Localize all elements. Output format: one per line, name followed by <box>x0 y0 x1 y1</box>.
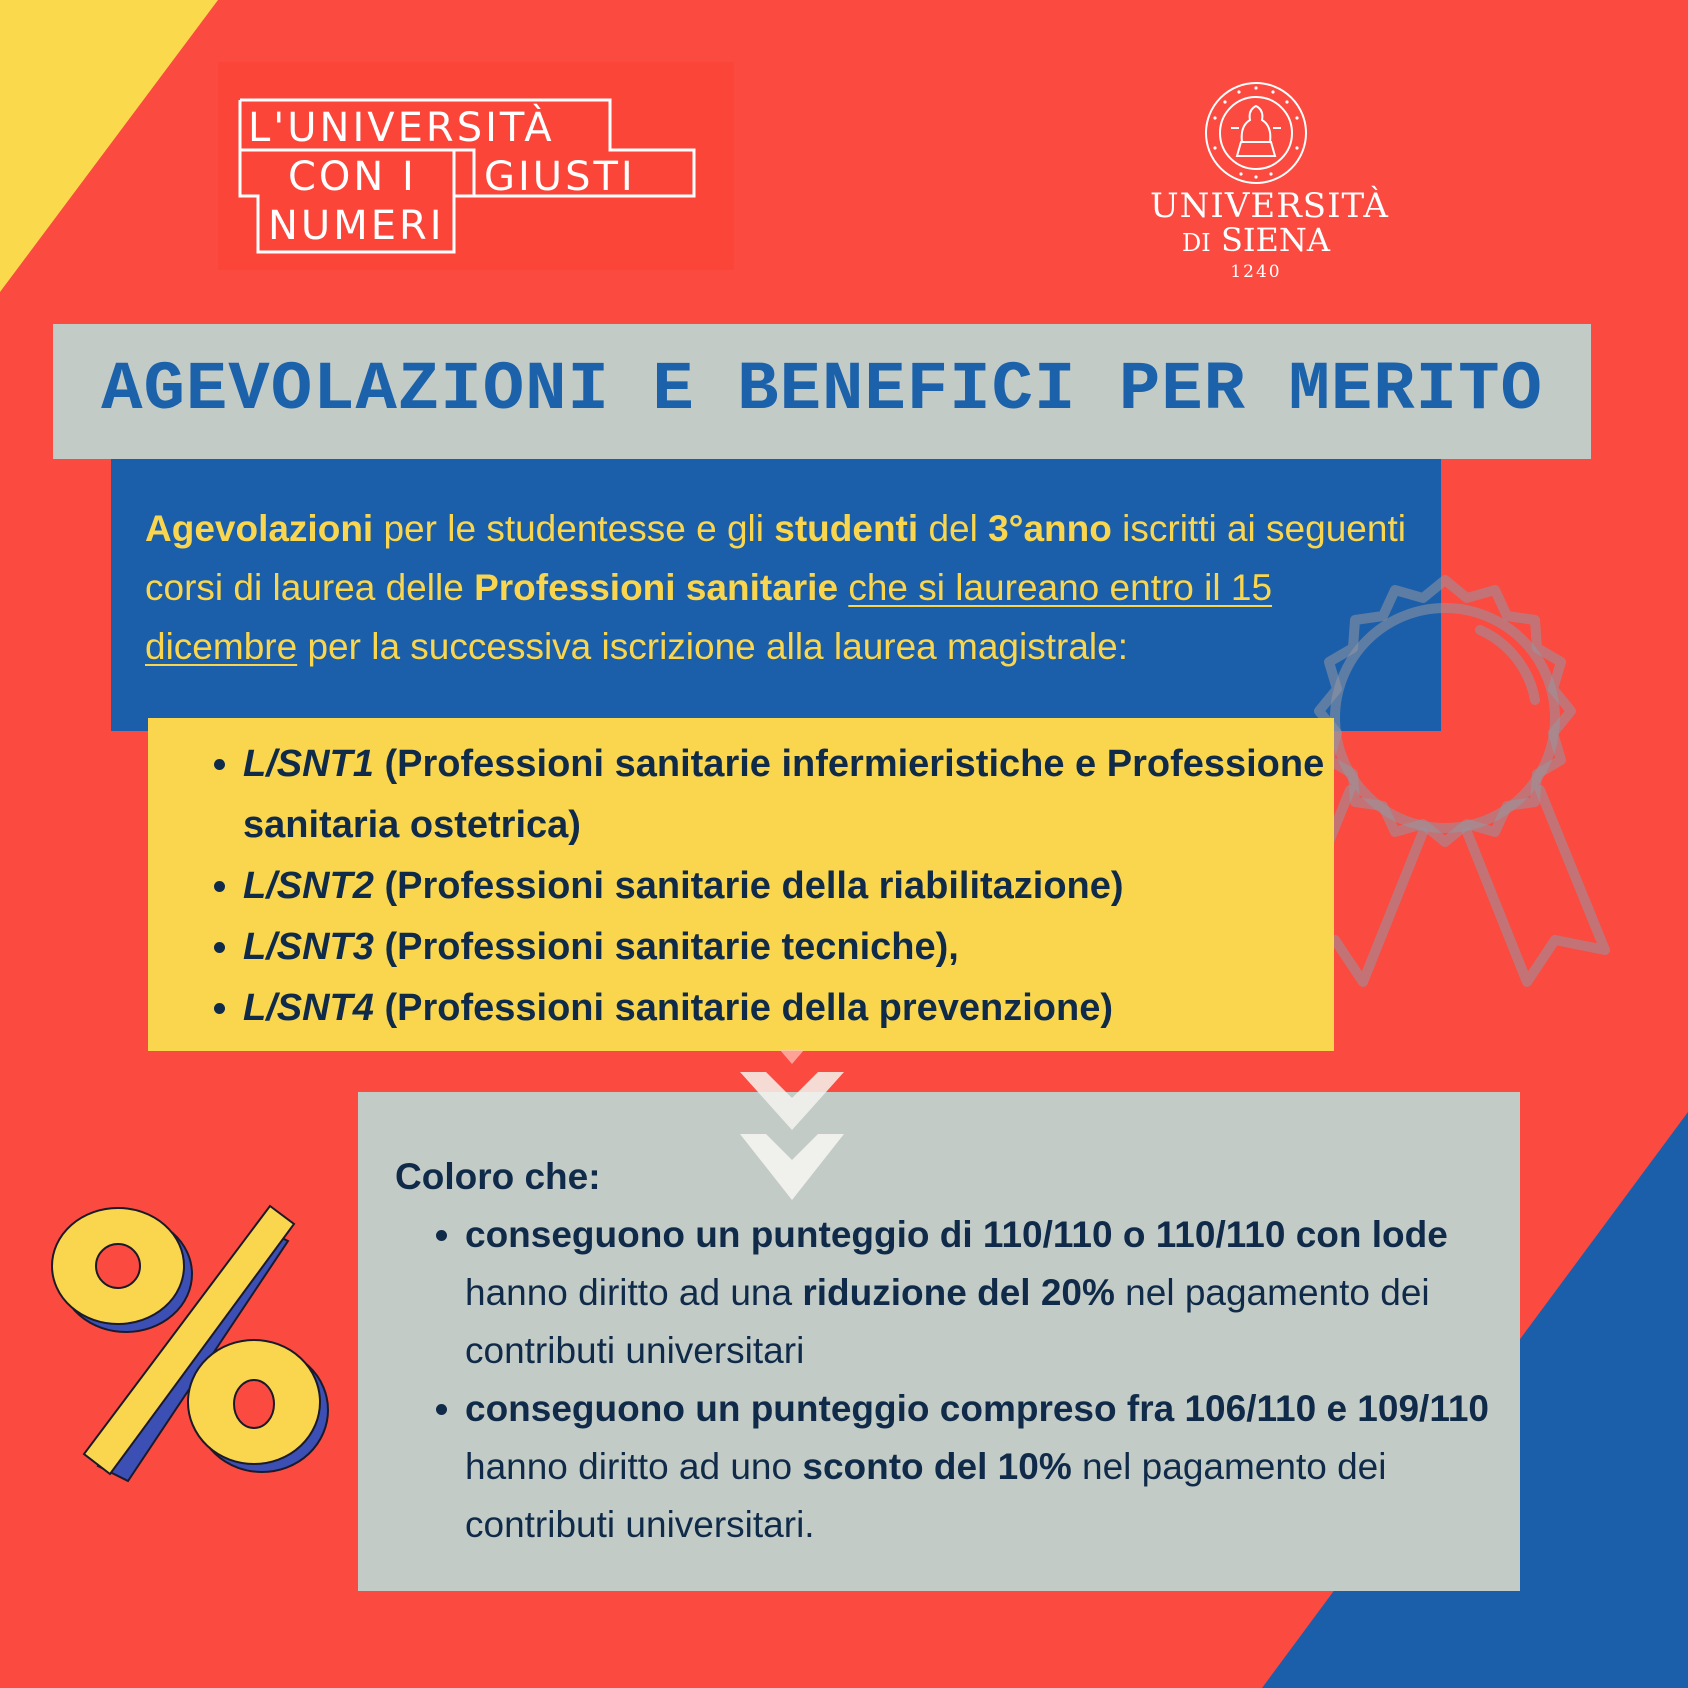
course-item <box>243 856 1363 917</box>
merit-tail: nel pagamento dei contributi universitari <box>465 1272 1430 1371</box>
corner-yellow-triangle <box>0 0 218 292</box>
merit-condition: conseguono un punteggio di 110/110 o 110/110 con lode <box>465 1214 1448 1255</box>
intro-professioni: Professioni sanitarie <box>474 567 839 608</box>
university-city-name: SIENA <box>1220 221 1330 259</box>
course-code: L/SNT2 <box>243 865 374 907</box>
course-description: (Professioni sanitarie tecniche), <box>373 926 959 968</box>
merit-list <box>418 1206 1535 1554</box>
intro-segment: per le studentesse e gli <box>373 508 775 549</box>
merit-mid: hanno diritto ad uno <box>465 1446 803 1487</box>
intro-deadline: che si laureano entro il 15 dicembre <box>145 567 1273 667</box>
university-seal-icon <box>1201 78 1311 188</box>
campaign-logo-line2b: GIUSTI <box>484 154 636 200</box>
percent-icon <box>48 1196 338 1486</box>
university-logo <box>1150 78 1389 288</box>
intro-agevolazioni: Agevolazioni <box>145 508 374 549</box>
merit-item <box>465 1380 1535 1554</box>
intro-text <box>145 499 1425 676</box>
page-title: AGEVOLAZIONI E BENEFICI PER MERITO <box>101 351 1543 429</box>
course-code: L/SNT3 <box>243 926 374 968</box>
merit-benefit: sconto del 10% <box>802 1446 1072 1487</box>
university-di: DI <box>1182 229 1211 257</box>
merit-mid: hanno diritto ad una <box>465 1272 803 1313</box>
course-item <box>243 917 1363 978</box>
intro-segment: del <box>918 508 989 549</box>
intro-segment: per la successiva iscrizione alla laurea magistrale: <box>297 626 1128 667</box>
campaign-logo-line2a: CON I <box>288 154 417 200</box>
university-city <box>1150 221 1362 259</box>
course-code: L/SNT1 <box>243 743 374 785</box>
course-description: (Professioni sanitarie infermieristiche e Professione sanitaria ostetrica) <box>243 743 1325 846</box>
course-item <box>243 978 1363 1039</box>
double-chevron-down-icon <box>740 1050 844 1200</box>
merit-benefit: riduzione del 20% <box>802 1272 1115 1313</box>
intro-segment: iscritti ai seguenti corsi di laurea delle <box>145 508 1406 608</box>
campaign-logo-line1: L'UNIVERSITÀ <box>248 105 555 151</box>
merit-tail: nel pagamento dei contributi universitari. <box>465 1446 1387 1545</box>
intro-segment <box>838 567 848 608</box>
course-description: (Professioni sanitarie della prevenzione) <box>373 987 1114 1029</box>
title-banner <box>53 324 1591 459</box>
university-name: UNIVERSITÀ <box>1150 186 1389 226</box>
intro-panel <box>111 459 1441 731</box>
courses-list <box>188 734 1363 1039</box>
course-code: L/SNT4 <box>243 987 374 1029</box>
campaign-logo-line3: NUMERI <box>268 203 445 249</box>
merit-item <box>465 1206 1535 1380</box>
course-description: (Professioni sanitarie della riabilitazione) <box>373 865 1124 907</box>
courses-panel <box>148 718 1334 1051</box>
university-year: 1240 <box>1230 262 1282 282</box>
campaign-logo <box>218 62 734 270</box>
merit-heading: Coloro che: <box>395 1156 601 1197</box>
merit-panel <box>358 1092 1520 1591</box>
intro-year: 3°anno <box>988 508 1112 549</box>
intro-studenti: studenti <box>774 508 919 549</box>
merit-condition: conseguono un punteggio compreso fra 106/110 e 109/110 <box>465 1388 1490 1429</box>
course-item <box>243 734 1363 856</box>
